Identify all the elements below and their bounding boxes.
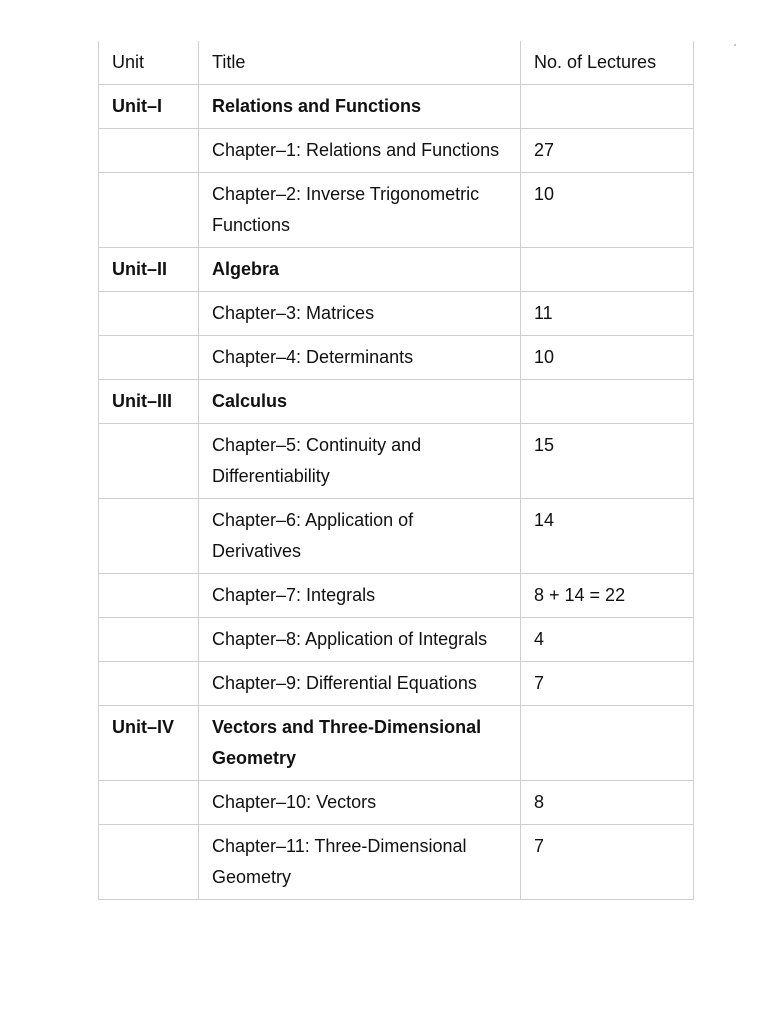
cell-lectures: 11 xyxy=(521,292,694,336)
cell-title: Chapter–1: Relations and Functions xyxy=(199,129,521,173)
cell-title: Algebra xyxy=(199,248,521,292)
cell-lectures xyxy=(521,706,694,781)
table-header-row xyxy=(99,41,694,85)
cell-unit: Unit–III xyxy=(99,380,199,424)
cell-title: Chapter–9: Differential Equations xyxy=(199,662,521,706)
cell-lectures xyxy=(521,248,694,292)
cell-lectures: 14 xyxy=(521,499,694,574)
cell-unit xyxy=(99,618,199,662)
cell-title: Relations and Functions xyxy=(199,85,521,129)
cell-unit xyxy=(99,336,199,380)
cell-lectures: 8 xyxy=(521,781,694,825)
cell-unit xyxy=(99,825,199,900)
header-title: Title xyxy=(199,41,521,85)
cell-unit: Unit–II xyxy=(99,248,199,292)
cell-unit xyxy=(99,424,199,499)
table-row xyxy=(99,336,694,380)
header-lectures: No. of Lectures xyxy=(521,41,694,85)
cell-unit xyxy=(99,499,199,574)
cell-lectures: 10 xyxy=(521,173,694,248)
cell-title: Chapter–8: Application of Integrals xyxy=(199,618,521,662)
cell-unit xyxy=(99,662,199,706)
cell-title: Vectors and Three-Dimensional Geometry xyxy=(199,706,521,781)
cell-title: Chapter–5: Continuity and Differentiability xyxy=(199,424,521,499)
cell-title: Chapter–11: Three-Dimensional Geometry xyxy=(199,825,521,900)
corner-mark: ˈ xyxy=(733,42,737,56)
table-row xyxy=(99,825,694,900)
cell-title: Chapter–4: Determinants xyxy=(199,336,521,380)
table-row xyxy=(99,574,694,618)
table-row xyxy=(99,706,694,781)
table-row xyxy=(99,85,694,129)
cell-unit xyxy=(99,129,199,173)
cell-lectures: 10 xyxy=(521,336,694,380)
cell-title: Chapter–7: Integrals xyxy=(199,574,521,618)
table-row xyxy=(99,380,694,424)
cell-unit: Unit–I xyxy=(99,85,199,129)
cell-lectures xyxy=(521,85,694,129)
cell-lectures: 8 + 14 = 22 xyxy=(521,574,694,618)
cell-title: Chapter–10: Vectors xyxy=(199,781,521,825)
cell-title: Chapter–2: Inverse Trigonometric Functions xyxy=(199,173,521,248)
cell-unit xyxy=(99,574,199,618)
cell-lectures xyxy=(521,380,694,424)
cell-lectures: 4 xyxy=(521,618,694,662)
cell-title: Chapter–3: Matrices xyxy=(199,292,521,336)
cell-lectures: 27 xyxy=(521,129,694,173)
cell-title: Calculus xyxy=(199,380,521,424)
table-row xyxy=(99,662,694,706)
cell-unit xyxy=(99,781,199,825)
table-row xyxy=(99,424,694,499)
cell-unit: Unit–IV xyxy=(99,706,199,781)
table-row xyxy=(99,173,694,248)
cell-title: Chapter–6: Application of Derivatives xyxy=(199,499,521,574)
cell-lectures: 15 xyxy=(521,424,694,499)
cell-unit xyxy=(99,292,199,336)
table-row xyxy=(99,618,694,662)
syllabus-table xyxy=(98,41,694,900)
cell-lectures: 7 xyxy=(521,825,694,900)
table-row xyxy=(99,781,694,825)
header-unit: Unit xyxy=(99,41,199,85)
table-row xyxy=(99,292,694,336)
table-row xyxy=(99,499,694,574)
table-body xyxy=(99,85,694,900)
table-row xyxy=(99,129,694,173)
cell-lectures: 7 xyxy=(521,662,694,706)
table-row xyxy=(99,248,694,292)
cell-unit xyxy=(99,173,199,248)
